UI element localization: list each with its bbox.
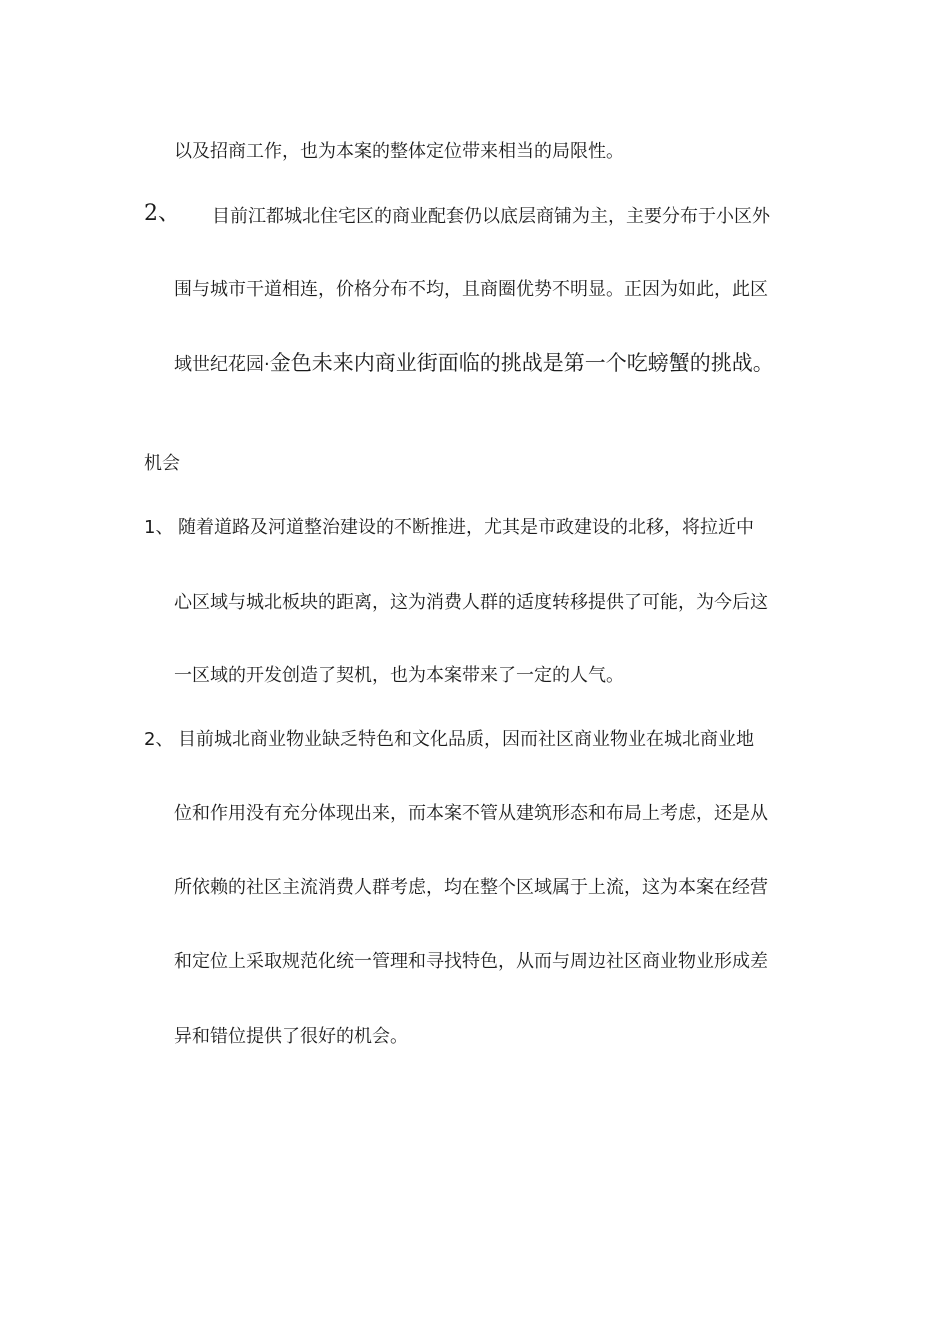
paragraph-continuation-line: 以及招商工作，也为本案的整体定位带来相当的局限性。 (174, 141, 624, 162)
item-2-line-3-large-text: 金色未来内商业街面临的挑战是第一个吃螃蟹的挑战。 (269, 351, 774, 375)
section-heading-opportunity: 机会 (144, 453, 180, 474)
opportunity-number-1: 1、 (144, 517, 174, 538)
item-2-line-2: 围与城市干道相连，价格分布不均，且商圈优势不明显。正因为如此，此区 (174, 279, 768, 300)
opportunity-number-2: 2、 (144, 729, 174, 750)
item-2-line-1: 目前江都城北住宅区的商业配套仍以底层商铺为主，主要分布于小区外 (212, 206, 770, 227)
opportunity-1-line-2: 心区域与城北板块的距离，这为消费人群的适度转移提供了可能，为今后这 (174, 592, 768, 613)
item-2-line-3 (174, 351, 774, 377)
opportunity-2-line-5: 异和错位提供了很好的机会。 (174, 1026, 408, 1047)
opportunity-1-line-1: 随着道路及河道整治建设的不断推进，尤其是市政建设的北移，将拉近中 (178, 517, 754, 538)
item-2-line-3-small-text: 域世纪花园· (174, 354, 270, 375)
opportunity-2-line-4: 和定位上采取规范化统一管理和寻找特色，从而与周边社区商业物业形成差 (174, 951, 768, 972)
opportunity-1-line-3: 一区域的开发创造了契机，也为本案带来了一定的人气。 (174, 665, 624, 686)
opportunity-2-line-2: 位和作用没有充分体现出来，而本案不管从建筑形态和布局上考虑，还是从 (174, 803, 768, 824)
opportunity-2-line-3: 所依赖的社区主流消费人群考虑，均在整个区域属于上流，这为本案在经营 (174, 877, 768, 898)
list-number-2: 2、 (144, 201, 180, 226)
opportunity-2-line-1: 目前城北商业物业缺乏特色和文化品质，因而社区商业物业在城北商业地 (178, 729, 754, 750)
